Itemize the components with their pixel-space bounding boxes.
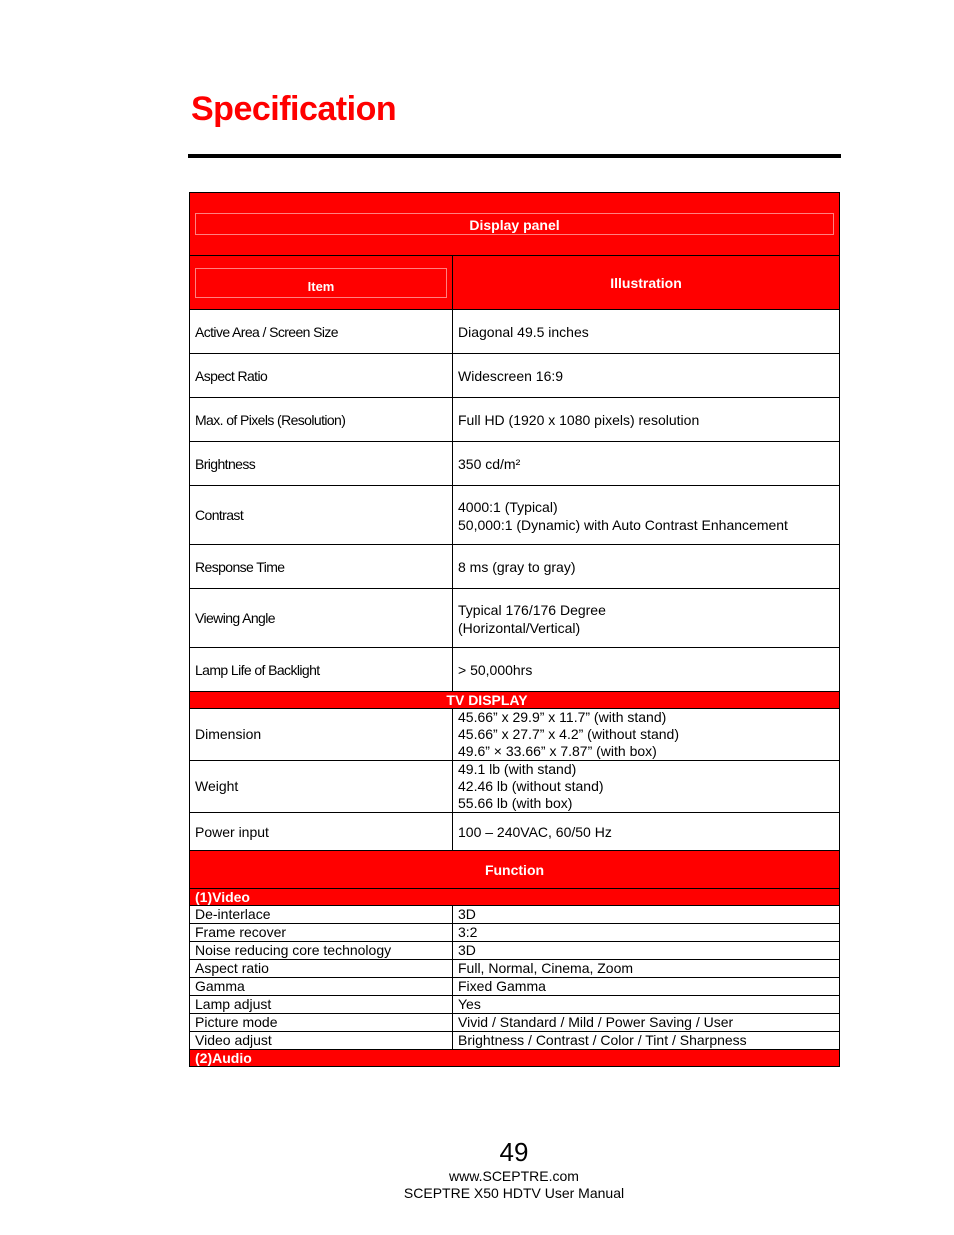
- spec-value: Full, Normal, Cinema, Zoom: [453, 960, 840, 978]
- spec-value: 3D: [453, 906, 840, 924]
- table-row: [190, 924, 840, 942]
- table-row: [190, 709, 840, 761]
- spec-item: De-interlace: [190, 906, 453, 924]
- spec-item: Lamp adjust: [190, 996, 453, 1014]
- tv-display-header-row: [190, 692, 840, 709]
- spec-item: Aspect Ratio: [190, 354, 453, 398]
- spec-item: Contrast: [190, 486, 453, 545]
- spec-value-line: 50,000:1 (Dynamic) with Auto Contrast Enhancement: [458, 517, 788, 533]
- audio-header-row: [190, 1050, 840, 1067]
- col-header-item: Item: [195, 268, 447, 298]
- function-header: Function: [190, 851, 840, 889]
- spec-item: Picture mode: [190, 1014, 453, 1032]
- spec-item: Active Area / Screen Size: [190, 310, 453, 354]
- page-number: 49: [499, 1137, 529, 1167]
- display-panel-header: Display panel: [195, 213, 834, 235]
- table-row: [190, 398, 840, 442]
- table-row: [190, 1032, 840, 1050]
- spec-value-line: 49.1 lb (with stand): [458, 761, 577, 777]
- spec-value: [453, 761, 840, 813]
- spec-value: Widescreen 16:9: [453, 354, 840, 398]
- page-title: Specification: [191, 90, 397, 128]
- spec-value-line: 45.66” x 29.9” x 11.7” (with stand): [458, 709, 667, 725]
- table-row: [190, 996, 840, 1014]
- spec-value-line: 4000:1 (Typical): [458, 499, 558, 515]
- spec-value-line: 55.66 lb (with box): [458, 795, 573, 811]
- spec-item: Max. of Pixels (Resolution): [190, 398, 453, 442]
- spec-value: 3:2: [453, 924, 840, 942]
- table-row: [190, 813, 840, 851]
- table-row: [190, 942, 840, 960]
- spec-value-line: (Horizontal/Vertical): [458, 620, 581, 636]
- spec-item: Frame recover: [190, 924, 453, 942]
- spec-value-line: Typical 176/176 Degree: [458, 602, 606, 618]
- spec-value: Diagonal 49.5 inches: [453, 310, 840, 354]
- spec-table: [189, 192, 840, 1067]
- footer-url: www.SCEPTRE.com: [449, 1168, 579, 1184]
- spec-value: Brightness / Contrast / Color / Tint / Sharpness: [453, 1032, 840, 1050]
- spec-item: Video adjust: [190, 1032, 453, 1050]
- video-header: (1)Video: [190, 889, 840, 906]
- table-row: [190, 978, 840, 996]
- spec-item: Aspect ratio: [190, 960, 453, 978]
- display-panel-header-row: [190, 193, 840, 256]
- spec-value-line: 42.46 lb (without stand): [458, 778, 604, 794]
- column-header-row: [190, 256, 840, 310]
- table-row: [190, 442, 840, 486]
- spec-item: Lamp Life of Backlight: [190, 648, 453, 692]
- spec-value: [453, 589, 840, 648]
- spec-value: Yes: [453, 996, 840, 1014]
- audio-header: (2)Audio: [190, 1050, 840, 1067]
- spec-value: Vivid / Standard / Mild / Power Saving / User: [453, 1014, 840, 1032]
- spec-value: 3D: [453, 942, 840, 960]
- spec-item: Viewing Angle: [190, 589, 453, 648]
- table-row: [190, 648, 840, 692]
- table-row: [190, 354, 840, 398]
- table-row: [190, 545, 840, 589]
- spec-item: Dimension: [190, 709, 453, 761]
- spec-value: > 50,000hrs: [453, 648, 840, 692]
- spec-item: Power input: [190, 813, 453, 851]
- video-header-row: [190, 889, 840, 906]
- spec-value: [453, 709, 840, 761]
- table-row: [190, 761, 840, 813]
- spec-value-line: 49.6” × 33.66” x 7.87” (with box): [458, 743, 657, 759]
- spec-value: 8 ms (gray to gray): [453, 545, 840, 589]
- tv-display-header: TV DISPLAY: [190, 692, 840, 709]
- function-header-row: [190, 851, 840, 889]
- table-row: [190, 960, 840, 978]
- spec-item: Brightness: [190, 442, 453, 486]
- spec-value-line: 45.66” x 27.7” x 4.2” (without stand): [458, 726, 679, 742]
- table-row: [190, 1014, 840, 1032]
- spec-item: Response Time: [190, 545, 453, 589]
- spec-value: 100 – 240VAC, 60/50 Hz: [453, 813, 840, 851]
- table-row: [190, 486, 840, 545]
- table-row: [190, 589, 840, 648]
- table-row: [190, 310, 840, 354]
- spec-value: Fixed Gamma: [453, 978, 840, 996]
- spec-value: [453, 486, 840, 545]
- footer-manual-title: SCEPTRE X50 HDTV User Manual: [403, 1185, 625, 1201]
- table-row: [190, 906, 840, 924]
- spec-value: 350 cd/m²: [453, 442, 840, 486]
- title-rule: [188, 154, 841, 158]
- col-header-illustration: Illustration: [453, 256, 840, 310]
- spec-value: Full HD (1920 x 1080 pixels) resolution: [453, 398, 840, 442]
- spec-item: Gamma: [190, 978, 453, 996]
- spec-item: Weight: [190, 761, 453, 813]
- spec-item: Noise reducing core technology: [190, 942, 453, 960]
